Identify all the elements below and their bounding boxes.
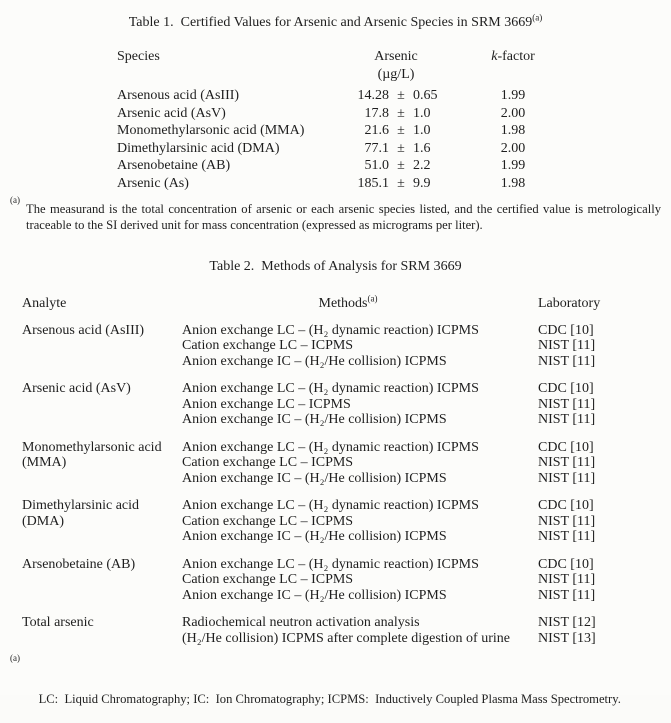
analyte-group-row [22,557,671,604]
method-entry-row [182,412,671,428]
table1-header-k-rest: -factor [497,49,535,64]
arsenic-value-cell: 21.6 [364,123,389,138]
arsenic-value-cell: 14.28 [357,88,389,103]
table1-header-species: Species [117,49,160,64]
method-entry-row [182,615,671,631]
analyte-group-row [22,615,671,646]
laboratory-cell: NIST [11] [538,353,596,369]
species-cell: Arsenous acid (AsIII) [117,88,240,103]
method-cell: Anion exchange IC – (H₂/He collision) ICPMS [182,353,447,369]
method-cell: Cation exchange LC – ICPMS [182,338,354,353]
method-cell: Anion exchange LC – (H₂ dynamic reaction) ICPMS [182,556,479,572]
analyte-group-row [22,498,671,545]
table1-header-arsenic-label: Arsenic [374,49,418,64]
table1-header-row [117,48,671,83]
laboratory-cell: NIST [13] [538,630,596,646]
laboratory-cell: CDC [10] [538,556,594,572]
method-cell: Anion exchange IC – (H₂/He collision) ICPMS [182,412,447,427]
k-factor-cell: 2.00 [500,105,526,121]
method-entry-row [182,557,671,573]
analyte-cell: Arsenobetaine (AB) [22,556,136,572]
uncertainty-cell: 1.6 [413,140,431,156]
k-factor-cell: 1.99 [500,158,526,173]
table-row [117,105,671,123]
method-cell: Cation exchange LC – ICPMS [182,455,354,470]
table2-footnote-text: LC: Liquid Chromatography; IC: Ion Chromatography; ICPMS: Inductively Coupled Plasma Mass Spectrometry. [38,692,621,706]
table-row [117,87,671,105]
method-cell: Anion exchange LC – ICPMS [182,396,351,412]
plus-minus-symbol: ± [397,105,405,121]
table1-header-arsenic-unit: (µg/L) [377,66,415,82]
method-entry-row [182,498,671,514]
uncertainty-cell: 1.0 [413,105,431,121]
k-factor-cell: 2.00 [500,140,526,156]
analyte-cell: Monomethylarsonic acid (MMA) [22,439,162,470]
table1-footnote: (a) The measurand is the total concentration of arsenic or each arsenic species listed, and the certified value is metrologically traceable to the SI derived unit for mass concentration (expressed as micrograms per liter). [10,195,661,232]
arsenic-value-cell: 77.1 [364,140,389,156]
table-row [117,140,671,158]
arsenic-value-cell: 17.8 [364,105,389,121]
method-cell: Anion exchange IC – (H₂/He collision) ICPMS [182,587,447,603]
table1-footnote-text: The measurand is the total concentration of arsenic or each arsenic species listed, and the certified value is metrologically traceable to the SI derived unit for mass concentration (expressed as micrograms per liter). [26,202,661,232]
method-entry-row [182,455,671,471]
table2-header-methods-footnote-marker: (a) [367,293,378,304]
table1-header-k-factor [483,48,543,66]
method-cell: Anion exchange LC – (H₂ dynamic reaction) ICPMS [182,322,479,338]
laboratory-cell: CDC [10] [538,439,594,455]
method-cell: Anion exchange LC – (H₂ dynamic reaction) ICPMS [182,498,479,513]
analyte-group-row [22,381,671,428]
method-cell: (H₂/He collision) ICPMS after complete digestion of urine [182,630,510,646]
method-entry-row [182,338,671,354]
plus-minus-symbol: ± [397,140,405,156]
table2-footnote: (a) LC: Liquid Chromatography; IC: Ion Chromatography; ICPMS: Inductively Coupled Plasma Mass Spectrometry. [10,653,621,706]
analyte-cell: Arsenous acid (AsIII) [22,322,145,338]
method-entry-row [182,323,671,339]
plus-minus-symbol: ± [397,158,405,173]
table1-title-footnote-marker: (a) [532,12,543,23]
laboratory-cell: CDC [10] [538,498,594,513]
laboratory-cell: NIST [11] [538,587,596,603]
method-entry-row [182,572,671,588]
table2-header-methods-label: Methods [318,296,368,311]
method-entry-row [182,588,671,604]
method-entry-row [182,514,671,530]
table2-header-laboratory: Laboratory [538,296,601,311]
uncertainty-cell: 9.9 [413,175,431,191]
table1-title [0,0,671,31]
method-entries [182,498,671,545]
method-entries [182,557,671,604]
method-cell: Radiochemical neutron activation analysis [182,615,420,630]
uncertainty-cell: 2.2 [413,158,431,173]
uncertainty-cell: 1.0 [413,123,431,138]
species-cell: Arsenic acid (AsV) [117,105,226,121]
table2-title: Table 2. Methods of Analysis for SRM 3669 [209,259,462,274]
laboratory-cell: NIST [11] [538,455,596,470]
plus-minus-symbol: ± [397,88,405,103]
laboratory-cell: NIST [11] [538,338,596,353]
laboratory-cell: NIST [11] [538,529,596,544]
table2-header-row [22,293,671,312]
arsenic-value-cell: 185.1 [357,175,389,191]
table2-body [22,323,671,647]
method-entry-row [182,354,671,370]
arsenic-value-cell: 51.0 [364,158,389,173]
table2-header-analyte: Analyte [22,296,67,311]
table1-header-k-italic: k [491,49,498,64]
analyte-cell: Dimethylarsinic acid (DMA) [22,498,140,529]
species-cell: Dimethylarsinic acid (DMA) [117,140,280,156]
method-cell: Cation exchange LC – ICPMS [182,572,354,587]
table2-header-methods [182,293,514,312]
method-entry-row [182,397,671,413]
table1-header-arsenic [337,48,455,83]
laboratory-cell: CDC [10] [538,381,594,396]
analyte-cell: Total arsenic [22,615,94,630]
method-cell: Cation exchange LC – ICPMS [182,513,354,529]
uncertainty-cell: 0.65 [413,88,438,103]
laboratory-cell: NIST [11] [538,412,596,427]
method-cell: Anion exchange LC – (H₂ dynamic reaction) ICPMS [182,439,479,455]
method-entry-row [182,381,671,397]
method-entry-row [182,529,671,545]
species-cell: Arsenic (As) [117,175,189,191]
plus-minus-symbol: ± [397,123,405,138]
laboratory-cell: CDC [10] [538,322,594,338]
species-cell: Monomethylarsonic acid (MMA) [117,123,305,138]
method-entries [182,381,671,428]
method-entry-row [182,631,671,647]
table-row [117,175,671,193]
laboratory-cell: NIST [11] [538,513,596,529]
species-cell: Arsenobetaine (AB) [117,158,231,173]
table1-body [117,87,671,192]
k-factor-cell: 1.99 [500,88,526,103]
k-factor-cell: 1.98 [500,123,526,138]
table-row [117,122,671,140]
method-entry-row [182,471,671,487]
analyte-cell: Arsenic acid (AsV) [22,381,131,396]
method-cell: Anion exchange IC – (H₂/He collision) ICPMS [182,529,447,544]
method-entries [182,615,671,646]
method-cell: Anion exchange IC – (H₂/He collision) ICPMS [182,470,447,486]
laboratory-cell: NIST [11] [538,470,596,486]
plus-minus-symbol: ± [397,175,405,191]
laboratory-cell: NIST [11] [538,396,596,412]
k-factor-cell: 1.98 [500,175,526,191]
analyte-group-row [22,440,671,487]
method-entry-row [182,440,671,456]
analyte-group-row [22,323,671,370]
table-row [117,157,671,175]
method-entries [182,440,671,487]
laboratory-cell: NIST [12] [538,615,596,630]
table1-title-text: Table 1. Certified Values for Arsenic and Arsenic Species in SRM 3669 [128,15,533,30]
method-entries [182,323,671,370]
method-cell: Anion exchange LC – (H₂ dynamic reaction) ICPMS [182,381,479,396]
laboratory-cell: NIST [11] [538,572,596,587]
